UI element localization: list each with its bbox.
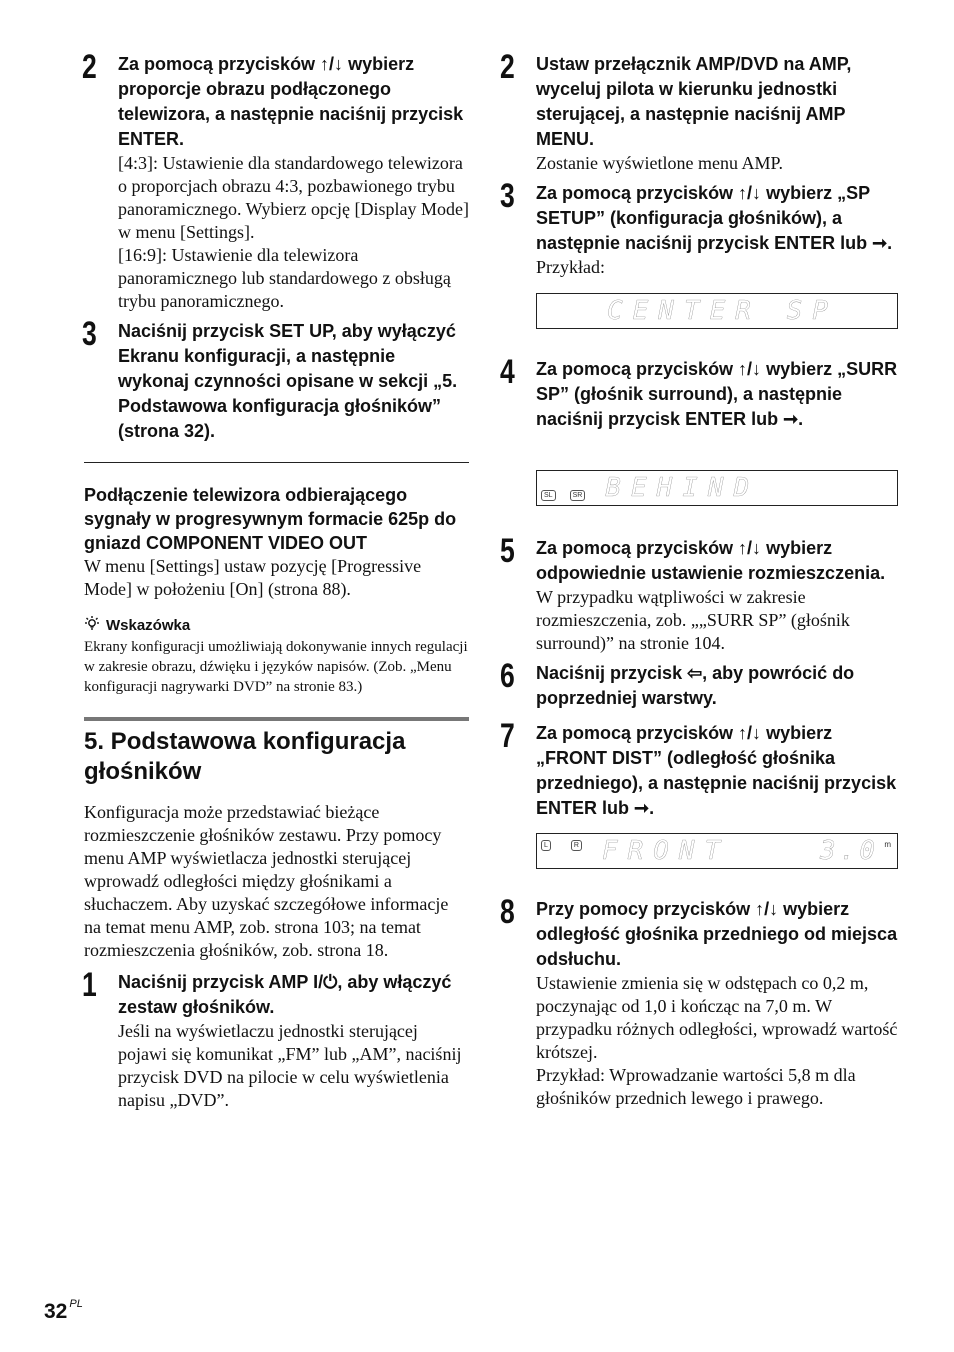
l-indicator: L	[541, 840, 551, 851]
lightbulb-icon	[84, 615, 100, 637]
step-heading: Naciśnij przycisk SET UP, aby wyłączyć Ekranu konfiguracji, a następnie wykonaj czynności opisane w sekcji „5. Podstawowa konfiguracja głośników” (strona 32).	[118, 321, 458, 441]
step-body: Przykład:	[536, 257, 605, 277]
lcd-text: CENTER SP	[607, 296, 838, 326]
section-title: 5. Podstawowa konfiguracja głośników	[84, 728, 406, 785]
step-number: 2	[82, 48, 97, 86]
step-number: 3	[500, 177, 515, 215]
tip-body: Ekrany konfiguracji umożliwiają dokonywanie innych regulacji w zakresie obrazu, dźwięku i języków napisów. (Zob. „Menu konfiguracji nagrywarki DVD” na stronie 83.)	[84, 639, 468, 695]
sl-indicator: SL	[541, 490, 556, 501]
lcd-unit: m	[884, 840, 891, 849]
tip-title: Wskazówka	[106, 617, 191, 634]
section-divider	[84, 717, 469, 721]
step-number: 5	[500, 532, 515, 570]
step-heading: Przy pomocy przycisków ↑/↓ wybierz odległość głośnika przedniego od miejsca odsłuchu.	[536, 899, 898, 969]
step-body: W przypadku wątpliwości w zakresie rozmieszczenia, zob. „„SURR SP” (głośnik surround)” na stronie 104.	[536, 587, 850, 653]
step-8-distance	[500, 893, 898, 1110]
step-4-surr-sp	[500, 353, 898, 506]
lcd-text: BEHIND	[605, 473, 760, 503]
lcd-display-front	[536, 833, 898, 869]
sr-indicator: SR	[570, 490, 586, 501]
step-number: 4	[500, 353, 515, 391]
step-heading: Za pomocą przycisków ↑/↓ wybierz „SP SETUP” (konfiguracja głośników), a następnie naciśnij przycisk ENTER lub ➞.	[536, 183, 893, 253]
step-3-sp-setup	[500, 177, 898, 329]
page-number-value: 32	[44, 1300, 68, 1323]
step-7-front-dist	[500, 717, 898, 869]
page-language: PL	[69, 1298, 83, 1310]
r-indicator: R	[571, 840, 582, 851]
step-heading: Za pomocą przycisków ↑/↓ wybierz „SURR SP” (głośnik surround), a następnie naciśnij przycisk ENTER lub ➞.	[536, 359, 898, 429]
step-heading: Za pomocą przycisków ↑/↓ wybierz proporcje obrazu podłączonego telewizora, a następnie naciśnij przycisk ENTER.	[118, 54, 464, 149]
divider	[84, 462, 469, 463]
step-number: 7	[500, 717, 515, 755]
step-body: Przykład: Wprowadzanie wartości 5,8 m dla głośników przednich lewego i prawego.	[536, 1065, 856, 1108]
tip-heading	[84, 615, 469, 637]
step-2-aspect	[82, 48, 469, 313]
step-heading: Za pomocą przycisków ↑/↓ wybierz odpowiednie ustawienie rozmieszczenia.	[536, 538, 886, 583]
step-number: 1	[82, 966, 97, 1004]
lcd-text: FRONT	[601, 836, 731, 866]
step-number: 8	[500, 893, 515, 931]
step-2-amp-menu	[500, 48, 898, 175]
lcd-value: 3.0	[820, 836, 879, 866]
step-number: 2	[500, 48, 515, 86]
step-body: [4:3]: Ustawienie dla standardowego telewizora o proporcjach obrazu 4:3, pozbawionego trybu panoramicznego. Wybierz opcję [Display Mode] w menu [Settings].	[118, 153, 469, 242]
step-body: Zostanie wyświetlone menu AMP.	[536, 153, 783, 173]
step-body: Jeśli na wyświetlaczu jednostki sterującej pojawi się komunikat „FM” lub „AM”, naciśnij przycisk DVD na pilocie w celu wyświetlenia napisu „DVD”.	[118, 1021, 462, 1110]
step-body: [16:9]: Ustawienie dla telewizora panoramicznego lub standardowego z obsługą trybu panoramicznego.	[118, 245, 451, 311]
lcd-display-behind	[536, 470, 898, 506]
lcd-display-center	[536, 293, 898, 329]
section-intro: Konfiguracja może przedstawiać bieżące rozmieszczenie głośników zestawu. Przy pomocy menu AMP wyświetlacza jednostki sterującej wprowadź odległości między głośnikami a słuchaczem. Aby uzyskać szczegółowe informacje na temat menu AMP, zob. strona 103; na temat rozmieszczenia głośników, zob. strona 18.	[84, 802, 449, 960]
step-6-return	[500, 657, 898, 711]
step-1-power	[82, 966, 469, 1112]
left-column	[82, 48, 469, 1116]
step-number: 3	[82, 315, 97, 353]
step-heading: Naciśnij przycisk AMP I/⏻, aby włączyć zestaw głośników.	[118, 972, 452, 1017]
step-heading: Ustaw przełącznik AMP/DVD na AMP, wyceluj pilota w kierunku jednostki sterującej, a następnie naciśnij AMP MENU.	[536, 54, 852, 149]
step-body: Ustawienie zmienia się w odstępach co 0,2 m, poczynając od 1,0 i kończąc na 7,0 m. W przypadku różnych odległości, wprowadź wartość krótszej.	[536, 973, 898, 1062]
page-number	[44, 1300, 83, 1324]
right-column	[500, 48, 898, 1114]
step-3-setup-off	[82, 315, 469, 444]
step-heading: Naciśnij przycisk ⇦, aby powrócić do poprzedniej warstwy.	[536, 663, 855, 708]
step-5-placement	[500, 532, 898, 655]
progressive-body: W menu [Settings] ustaw pozycję [Progressive Mode] w położeniu [On] (strona 88).	[84, 556, 422, 599]
progressive-heading: Podłączenie telewizora odbierającego sygnały w progresywnym formacie 625p do gniazd COMPONENT VIDEO OUT	[84, 485, 457, 553]
step-heading: Za pomocą przycisków ↑/↓ wybierz „FRONT DIST” (odległość głośnika przedniego), a następnie naciśnij przycisk ENTER lub ➞.	[536, 723, 897, 818]
step-number: 6	[500, 657, 515, 695]
